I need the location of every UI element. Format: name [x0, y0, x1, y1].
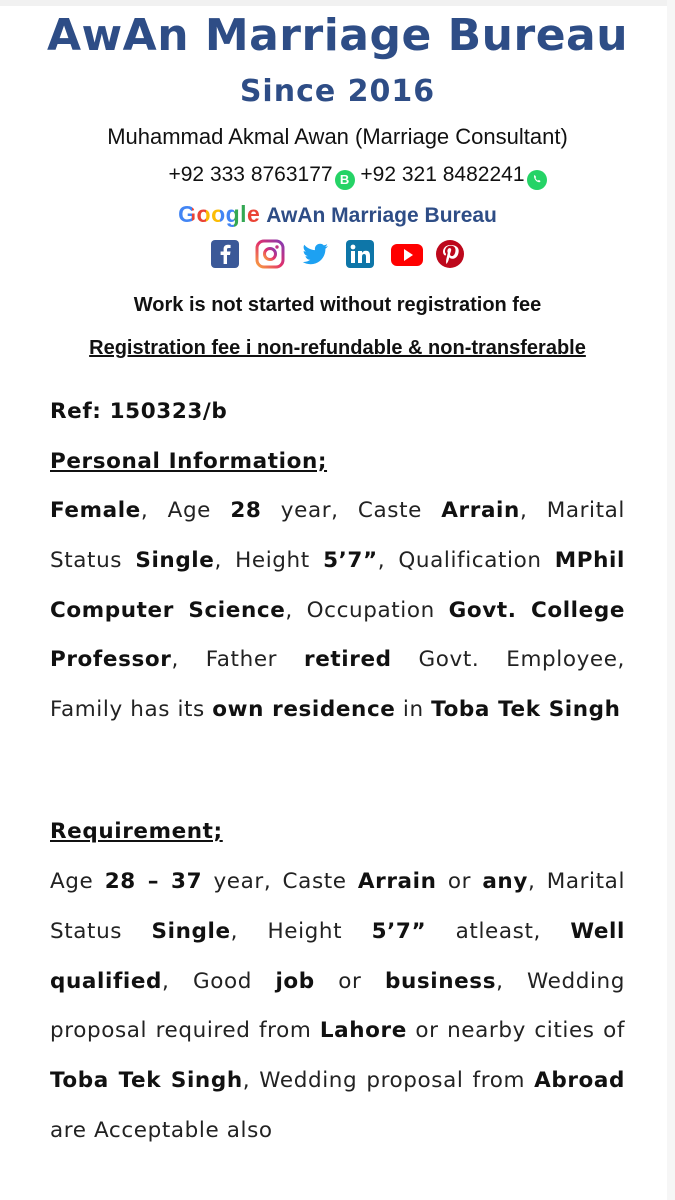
bureau-title: AwAn Marriage Bureau [46, 10, 629, 61]
text: , Marital Status [50, 869, 626, 944]
height: 5’7” [323, 547, 378, 573]
caste-any: any [482, 869, 528, 894]
marital-status: Single [151, 918, 231, 944]
city-toba-tek-singh: Toba Tek Singh [50, 1068, 243, 1094]
top-edge [0, 0, 675, 6]
phone-1[interactable]: +92 333 8763177 [168, 163, 333, 186]
phone-numbers [20, 163, 675, 190]
fee-notice: Work is not started without registration fee [133, 294, 542, 316]
google-listing[interactable] [0, 201, 675, 228]
text: , Height [214, 547, 324, 573]
social-links [0, 239, 675, 275]
consultant-name: Muhammad Akmal Awan (Marriage Consultant) [107, 124, 568, 149]
abroad: Abroad [534, 1068, 625, 1094]
google-logo [178, 201, 260, 227]
phone-2[interactable]: +92 321 8482241 [360, 163, 525, 186]
residence: own residence [212, 697, 396, 723]
personal-info-paragraph [50, 486, 625, 735]
text: or [436, 869, 483, 894]
text: Govt. Employee, Family has its [50, 647, 625, 723]
refund-notice: Registration fee i non-refundable & non-transferable [89, 337, 586, 359]
since-year: Since 2016 [239, 74, 436, 109]
father-status: retired [304, 647, 392, 673]
instagram-icon[interactable] [255, 239, 285, 269]
google-letters: Google [178, 201, 261, 227]
qualification: Well qualified [50, 918, 625, 994]
google-business-name: AwAn Marriage Bureau [266, 204, 497, 227]
text: , Wedding proposal required from [50, 968, 625, 1044]
youtube-icon[interactable] [390, 239, 420, 269]
text: , Marital Status [50, 498, 626, 573]
age: 28 [230, 498, 262, 523]
business: business [384, 968, 497, 994]
text: or nearby cities of [406, 1018, 625, 1044]
text: , Occupation [285, 597, 449, 623]
text: atleast, [426, 918, 571, 944]
qualification: MPhil Computer Science [50, 547, 625, 623]
occupation: Govt. College Professor [50, 597, 625, 673]
personal-info-heading: Personal Information; [50, 449, 328, 474]
caste: Arrain [357, 869, 437, 894]
text: , Father [171, 647, 305, 673]
facebook-icon[interactable] [210, 239, 240, 269]
text: , Height [230, 918, 372, 944]
reference-number: Ref: 150323/b [50, 399, 228, 424]
job: job [275, 968, 315, 994]
text: year, Caste [202, 869, 358, 894]
city: Toba Tek Singh [431, 697, 621, 723]
business-whatsapp-icon: B [335, 170, 355, 190]
requirement-heading: Requirement; [50, 819, 223, 844]
text: in [395, 697, 432, 723]
whatsapp-icon [527, 170, 547, 190]
age-range: 28 – 37 [104, 869, 203, 894]
requirement-paragraph [50, 857, 625, 1156]
text: year, Caste [261, 498, 442, 523]
city-lahore: Lahore [319, 1018, 407, 1044]
caste: Arrain [441, 498, 520, 523]
text: are Acceptable also [50, 1117, 273, 1143]
gender: Female [50, 498, 141, 523]
pinterest-icon[interactable] [435, 239, 465, 269]
text: or [314, 968, 385, 994]
marital-status: Single [135, 547, 215, 573]
twitter-icon[interactable] [300, 239, 330, 269]
text: , Good [162, 968, 276, 994]
linkedin-icon[interactable] [345, 239, 375, 269]
text: , Age [140, 498, 231, 523]
height: 5’7” [371, 918, 427, 944]
text: , Qualification [377, 547, 555, 573]
text: , Wedding proposal from [242, 1068, 535, 1094]
text: Age [50, 869, 105, 894]
